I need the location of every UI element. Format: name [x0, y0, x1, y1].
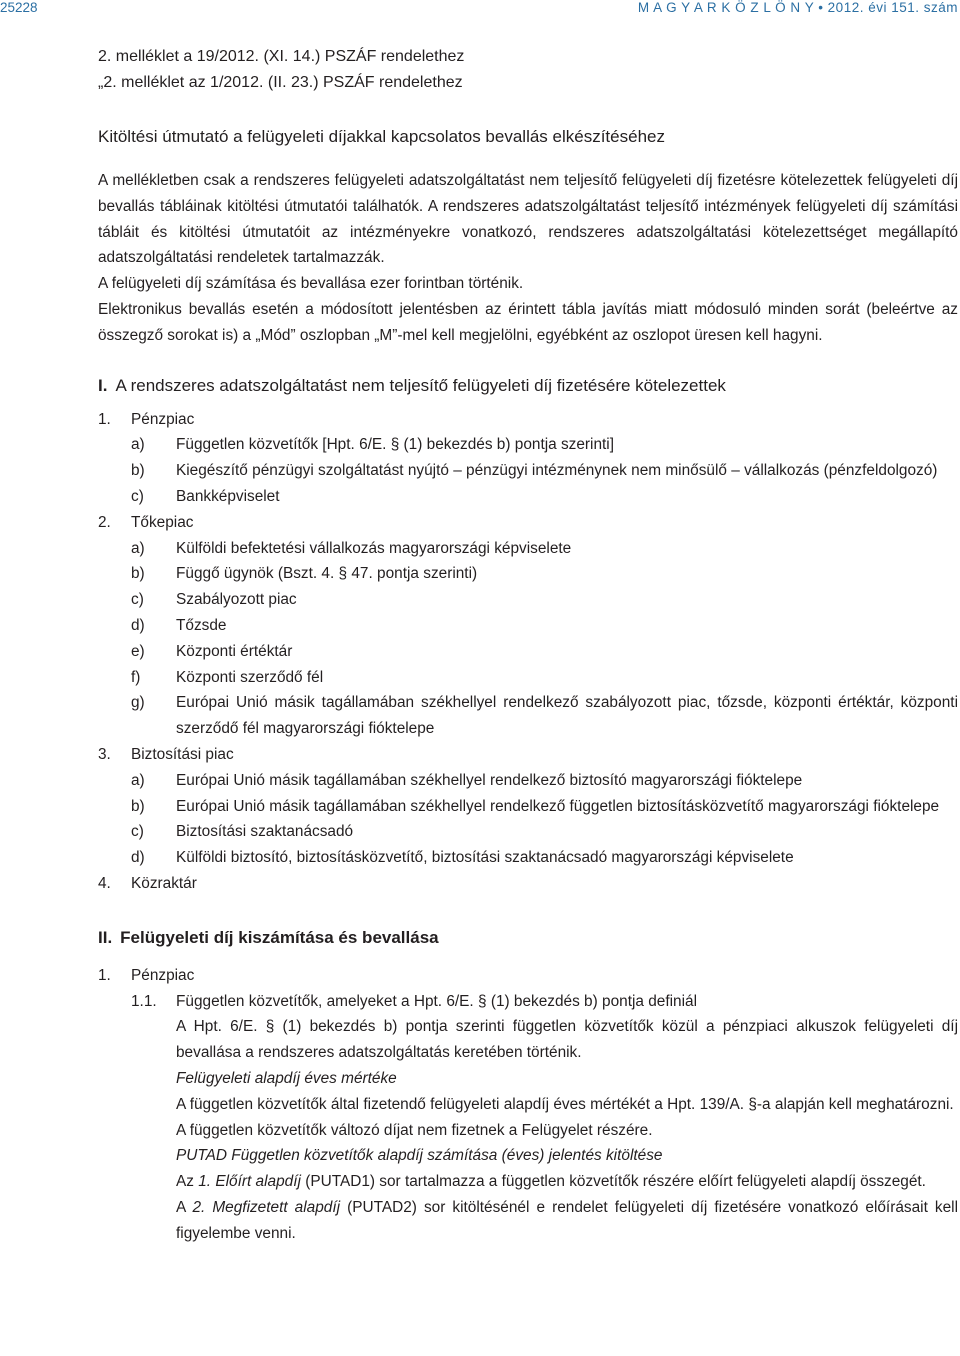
italic-heading: PUTAD Független közvetítők alapdíj számítása (éves) jelentés kitöltése	[176, 1147, 663, 1165]
text-run: (PUTAD1) sor tartalmazza a független közvetítők részére előírt felügyeleti alapdíj összegét.	[300, 1173, 926, 1191]
list-item	[131, 768, 958, 794]
list-group	[98, 742, 958, 768]
page-number: 25228	[0, 0, 38, 15]
subsection-heading	[131, 989, 958, 1015]
item-letter: c)	[131, 487, 144, 505]
item-text: Független közvetítők [Hpt. 6/E. § (1) bekezdés b) pontja szerinti]	[176, 436, 615, 454]
list-item	[131, 845, 958, 871]
list-item	[131, 613, 958, 639]
annex-reference	[98, 44, 958, 96]
list-item	[131, 458, 958, 484]
item-text: Központi értéktár	[176, 642, 293, 660]
section-2-number: II.	[98, 927, 113, 947]
group-number: 1.	[98, 410, 111, 428]
annex-line-2: „2. melléklet az 1/2012. (II. 23.) PSZÁF rendelethez	[98, 74, 463, 91]
item-text: Kiegészítő pénzügyi szolgáltatást nyújtó – pénzügyi intézménynek nem minősülő – vállalkozás (pénzfeldolgozó)	[176, 462, 938, 480]
item-letter: f)	[131, 668, 141, 686]
paragraph: A független közvetítők változó díjat nem fizetnek a Felügyelet részére.	[176, 1121, 653, 1139]
subsection-number: 1.1.	[131, 992, 157, 1010]
item-text: Függő ügynök (Bszt. 4. § 47. pontja szerinti)	[176, 565, 478, 583]
section-2-content	[98, 963, 958, 1247]
item-letter: d)	[131, 849, 145, 867]
item-letter: b)	[131, 797, 145, 815]
list-item	[131, 432, 958, 458]
item-letter: c)	[131, 823, 144, 841]
list-group	[98, 407, 958, 433]
row-reference: 1. Előírt alapdíj	[198, 1173, 301, 1191]
list-item	[131, 484, 958, 510]
item-text: Európai Unió másik tagállamában székhellyel rendelkező szabályozott piac, tőzsde, központi értéktár, központi szerződő fél magyarországi fióktelepe	[176, 694, 958, 738]
list-group	[98, 963, 958, 989]
group-number: 3.	[98, 745, 111, 763]
section-1-title: A rendszeres adatszolgáltatást nem teljesítő felügyeleti díj fizetésére kötelezettek	[115, 375, 726, 395]
list-item	[131, 536, 958, 562]
list-item	[131, 665, 958, 691]
item-text: Külföldi befektetési vállalkozás magyarországi képviselete	[176, 539, 572, 557]
paragraph-putad2	[176, 1195, 958, 1247]
item-text: Bankképviselet	[176, 487, 280, 505]
intro-paragraph-1: A mellékletben csak a rendszeres felügyeleti adatszolgáltatást nem teljesítő felügyeleti díj fizetésre kötelezettek felügyeleti díj bevallás tábláinak kitöltési útmutatói találhatók. A rendszeres adatszolgáltatást teljesítő intézmények felügyeleti díj számítási tábláit és kitöltési útmutatóit az intézményekre vonatkozó, rendszeres adatszolgáltatási kötelezettséget megállapító adatszolgáltatási rendeletek tartalmazzák.	[98, 172, 958, 267]
item-text: Szabályozott piac	[176, 591, 297, 609]
text-run: (PUTAD2) sor kitöltésénél e rendelet felügyeleti díj fizetésére vonatkozó előírásait kell figyelembe venni.	[176, 1198, 958, 1242]
list-item	[131, 690, 958, 742]
item-letter: a)	[131, 539, 145, 557]
group-label: Biztosítási piac	[131, 745, 234, 763]
list-item	[131, 639, 958, 665]
text-run: Az	[176, 1173, 199, 1191]
item-letter: b)	[131, 565, 145, 583]
list-group	[98, 510, 958, 536]
group-label: Pénzpiac	[131, 410, 195, 428]
document-body	[98, 44, 958, 1246]
paragraph: A Hpt. 6/E. § (1) bekezdés b) pontja szerinti független közvetítők közül a pénzpiaci alkuszok felügyeleti díj bevallása a rendszeres adatszolgáltatás keretében történik.	[176, 1018, 958, 1062]
list-item	[131, 587, 958, 613]
item-letter: a)	[131, 436, 145, 454]
section-1-heading	[98, 373, 958, 399]
group-label: Közraktár	[131, 874, 197, 892]
intro-paragraph-3: Elektronikus bevallás esetén a módosított jelentésben az érintett tábla javítás miatt módosuló minden sorát (beleértve az összegző sorokat is) a „Mód” oszlopban „M”-mel kell megjelölni, egyébként az oszlopot üresen kell hagyni.	[98, 300, 958, 344]
item-text: Európai Unió másik tagállamában székhellyel rendelkező biztosító magyarországi fióktelepe	[176, 771, 803, 789]
item-text: Tőzsde	[176, 616, 227, 634]
paragraph-putad1	[176, 1169, 958, 1195]
item-text: Európai Unió másik tagállamában székhellyel rendelkező független biztosításközvetítő magyarországi fióktelepe	[176, 797, 940, 815]
paragraph: A független közvetítők által fizetendő felügyeleti alapdíj éves mértékét a Hpt. 139/A. §-a alapján kell meghatározni.	[176, 1095, 954, 1113]
section-2-heading	[98, 925, 958, 951]
group-number: 1.	[98, 966, 111, 984]
group-number: 4.	[98, 874, 111, 892]
item-text: Biztosítási szaktanácsadó	[176, 823, 354, 841]
section-1-number: I.	[98, 375, 108, 395]
section-1-list	[98, 407, 958, 897]
list-item	[131, 794, 958, 820]
list-item	[131, 561, 958, 587]
item-text: Központi szerződő fél	[176, 668, 324, 686]
italic-heading: Felügyeleti alapdíj éves mértéke	[176, 1069, 397, 1087]
item-text: Külföldi biztosító, biztosításközvetítő, biztosítási szaktanácsadó magyarországi képviselete	[176, 849, 794, 867]
group-number: 2.	[98, 513, 111, 531]
item-letter: a)	[131, 771, 145, 789]
subsection-title: Független közvetítők, amelyeket a Hpt. 6/E. § (1) bekezdés b) pontja definiál	[176, 992, 698, 1010]
section-2-title: Felügyeleti díj kiszámítása és bevallása	[120, 927, 439, 947]
document-title: Kitöltési útmutató a felügyeleti díjakkal kapcsolatos bevallás elkészítéséhez	[98, 127, 665, 146]
gazette-masthead: M A G Y A R K Ö Z L Ö N Y • 2012. évi 151. szám	[637, 0, 958, 15]
group-label: Tőkepiac	[131, 513, 194, 531]
annex-line-1: 2. melléklet a 19/2012. (XI. 14.) PSZÁF rendelethez	[98, 48, 465, 65]
page-header	[0, 0, 960, 20]
item-letter: g)	[131, 694, 145, 712]
item-letter: e)	[131, 642, 145, 660]
list-group	[98, 871, 958, 897]
row-reference: 2. Megfizetett alapdíj	[192, 1198, 341, 1216]
group-label: Pénzpiac	[131, 966, 195, 984]
item-letter: d)	[131, 616, 145, 634]
text-run: A	[176, 1198, 193, 1216]
item-letter: c)	[131, 591, 144, 609]
item-letter: b)	[131, 462, 145, 480]
intro-paragraph-2: A felügyeleti díj számítása és bevallása ezer forintban történik.	[98, 275, 524, 293]
list-item	[131, 819, 958, 845]
